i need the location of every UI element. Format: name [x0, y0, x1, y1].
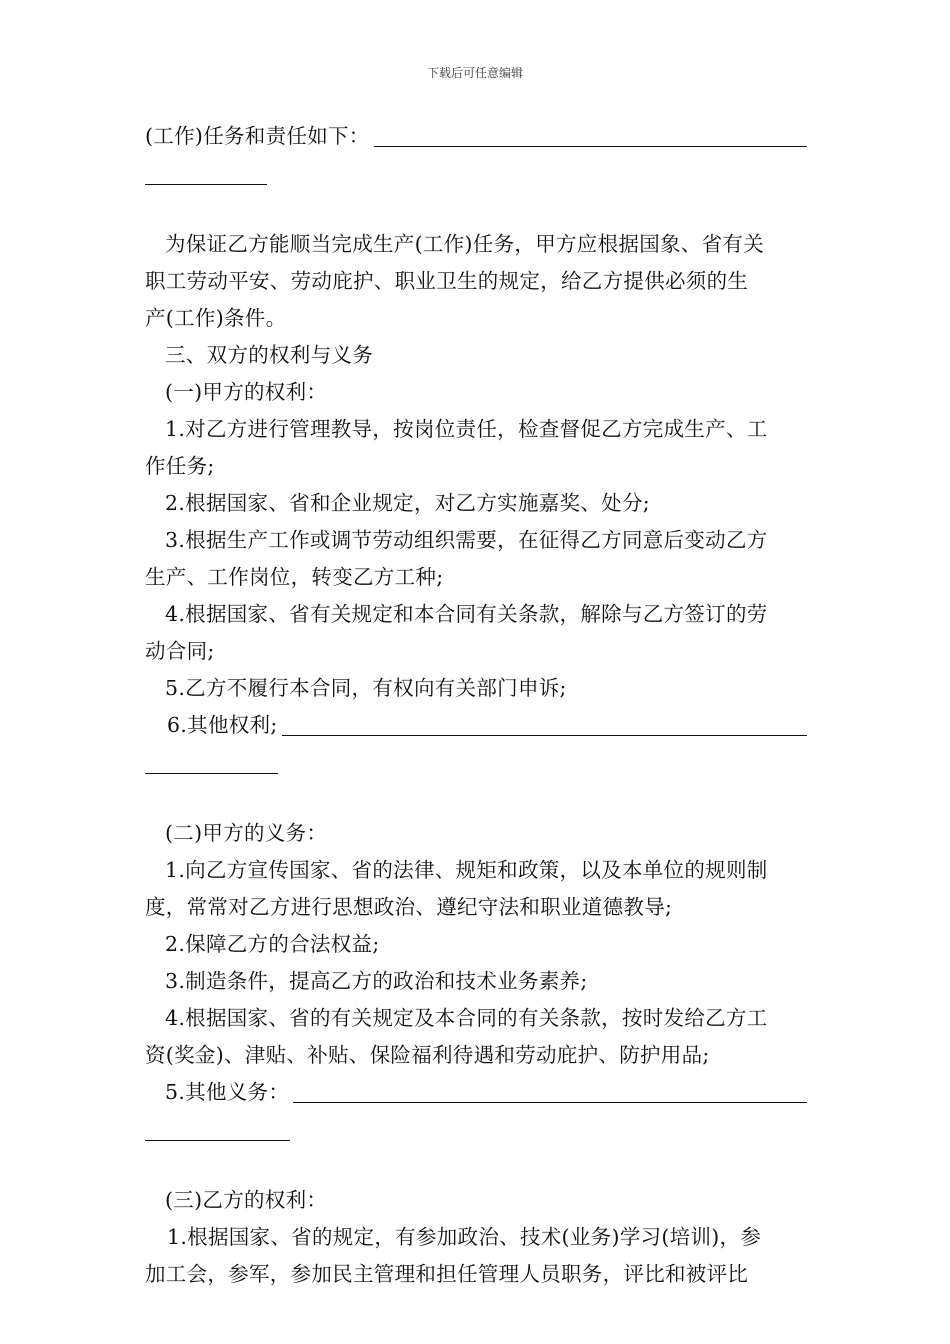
- paragraph-line: 为保证乙方能顺当完成生产(工作)任务，甲方应根据国象、省有关: [165, 232, 764, 256]
- section-title: 三、双方的权利与义务: [165, 343, 373, 367]
- list-item: 1.对乙方进行管理教导，按岗位责任，检查督促乙方完成生产、工: [165, 417, 768, 441]
- paragraph-line: 职工劳动平安、劳动庇护、职业卫生的规定，给乙方提供必须的生: [145, 269, 749, 293]
- list-item-continuation: 加工会，参军，参加民主管理和担任管理人员职务，评比和被评比: [145, 1262, 749, 1286]
- blank-continuation-row: [145, 1139, 807, 1176]
- other-rights-label: 6.其他权利;: [167, 713, 278, 737]
- work-tasks-row: [145, 118, 807, 155]
- list-item: 4.根据国家、省有关规定和本合同有关条款，解除与乙方签订的劳: [165, 602, 768, 626]
- other-duties-row: [145, 1074, 807, 1111]
- list-item-continuation: 生产、工作岗位，转变乙方工种;: [145, 565, 444, 589]
- other-duties-label: 5.其他义务：: [165, 1080, 290, 1104]
- list-item: 5.乙方不履行本合同，有权向有关部门申诉;: [165, 676, 567, 700]
- list-item: 3.制造条件，提高乙方的政治和技术业务素养;: [165, 969, 588, 993]
- page-header: 下载后可任意编辑: [426, 66, 523, 80]
- document-body: [145, 118, 807, 1293]
- list-item: 1.向乙方宣传国家、省的法律、规矩和政策，以及本单位的规则制: [165, 858, 768, 882]
- subsection-title: (一)甲方的权利：: [165, 380, 328, 404]
- paragraph-line: 产(工作)条件。: [145, 306, 287, 330]
- list-item-continuation: 资(奖金)、津贴、补贴、保险福利待遇和劳动庇护、防护用品;: [145, 1043, 710, 1067]
- blank-line: [145, 772, 278, 774]
- blank-line: [145, 1139, 290, 1141]
- list-item-continuation: 作任务;: [145, 454, 215, 478]
- list-item: 4.根据国家、省的有关规定及本合同的有关条款，按时发给乙方工: [165, 1006, 768, 1030]
- blank-continuation-row: [145, 772, 807, 809]
- list-item-continuation: 动合同;: [145, 639, 215, 663]
- work-tasks-label: (工作)任务和责任如下：: [145, 124, 370, 148]
- blank-line: [293, 1101, 807, 1103]
- list-item: 2.根据国家、省和企业规定，对乙方实施嘉奖、处分;: [165, 491, 650, 515]
- blank-line: [374, 145, 807, 147]
- subsection-title: (二)甲方的义务：: [165, 821, 328, 845]
- blank-line: [145, 183, 267, 185]
- list-item-continuation: 度，常常对乙方进行思想政治、遵纪守法和职业道德教导;: [145, 895, 673, 919]
- list-item: 3.根据生产工作或调节劳动组织需要，在征得乙方同意后变动乙方: [165, 528, 768, 552]
- blank-line: [282, 734, 807, 736]
- other-rights-row: [145, 707, 807, 744]
- blank-continuation-row: [145, 183, 807, 220]
- subsection-title: (三)乙方的权利：: [165, 1188, 328, 1212]
- list-item: 2.保障乙方的合法权益;: [165, 932, 380, 956]
- list-item: 1.根据国家、省的规定，有参加政治、技术(业务)学习(培训)，参: [167, 1225, 762, 1249]
